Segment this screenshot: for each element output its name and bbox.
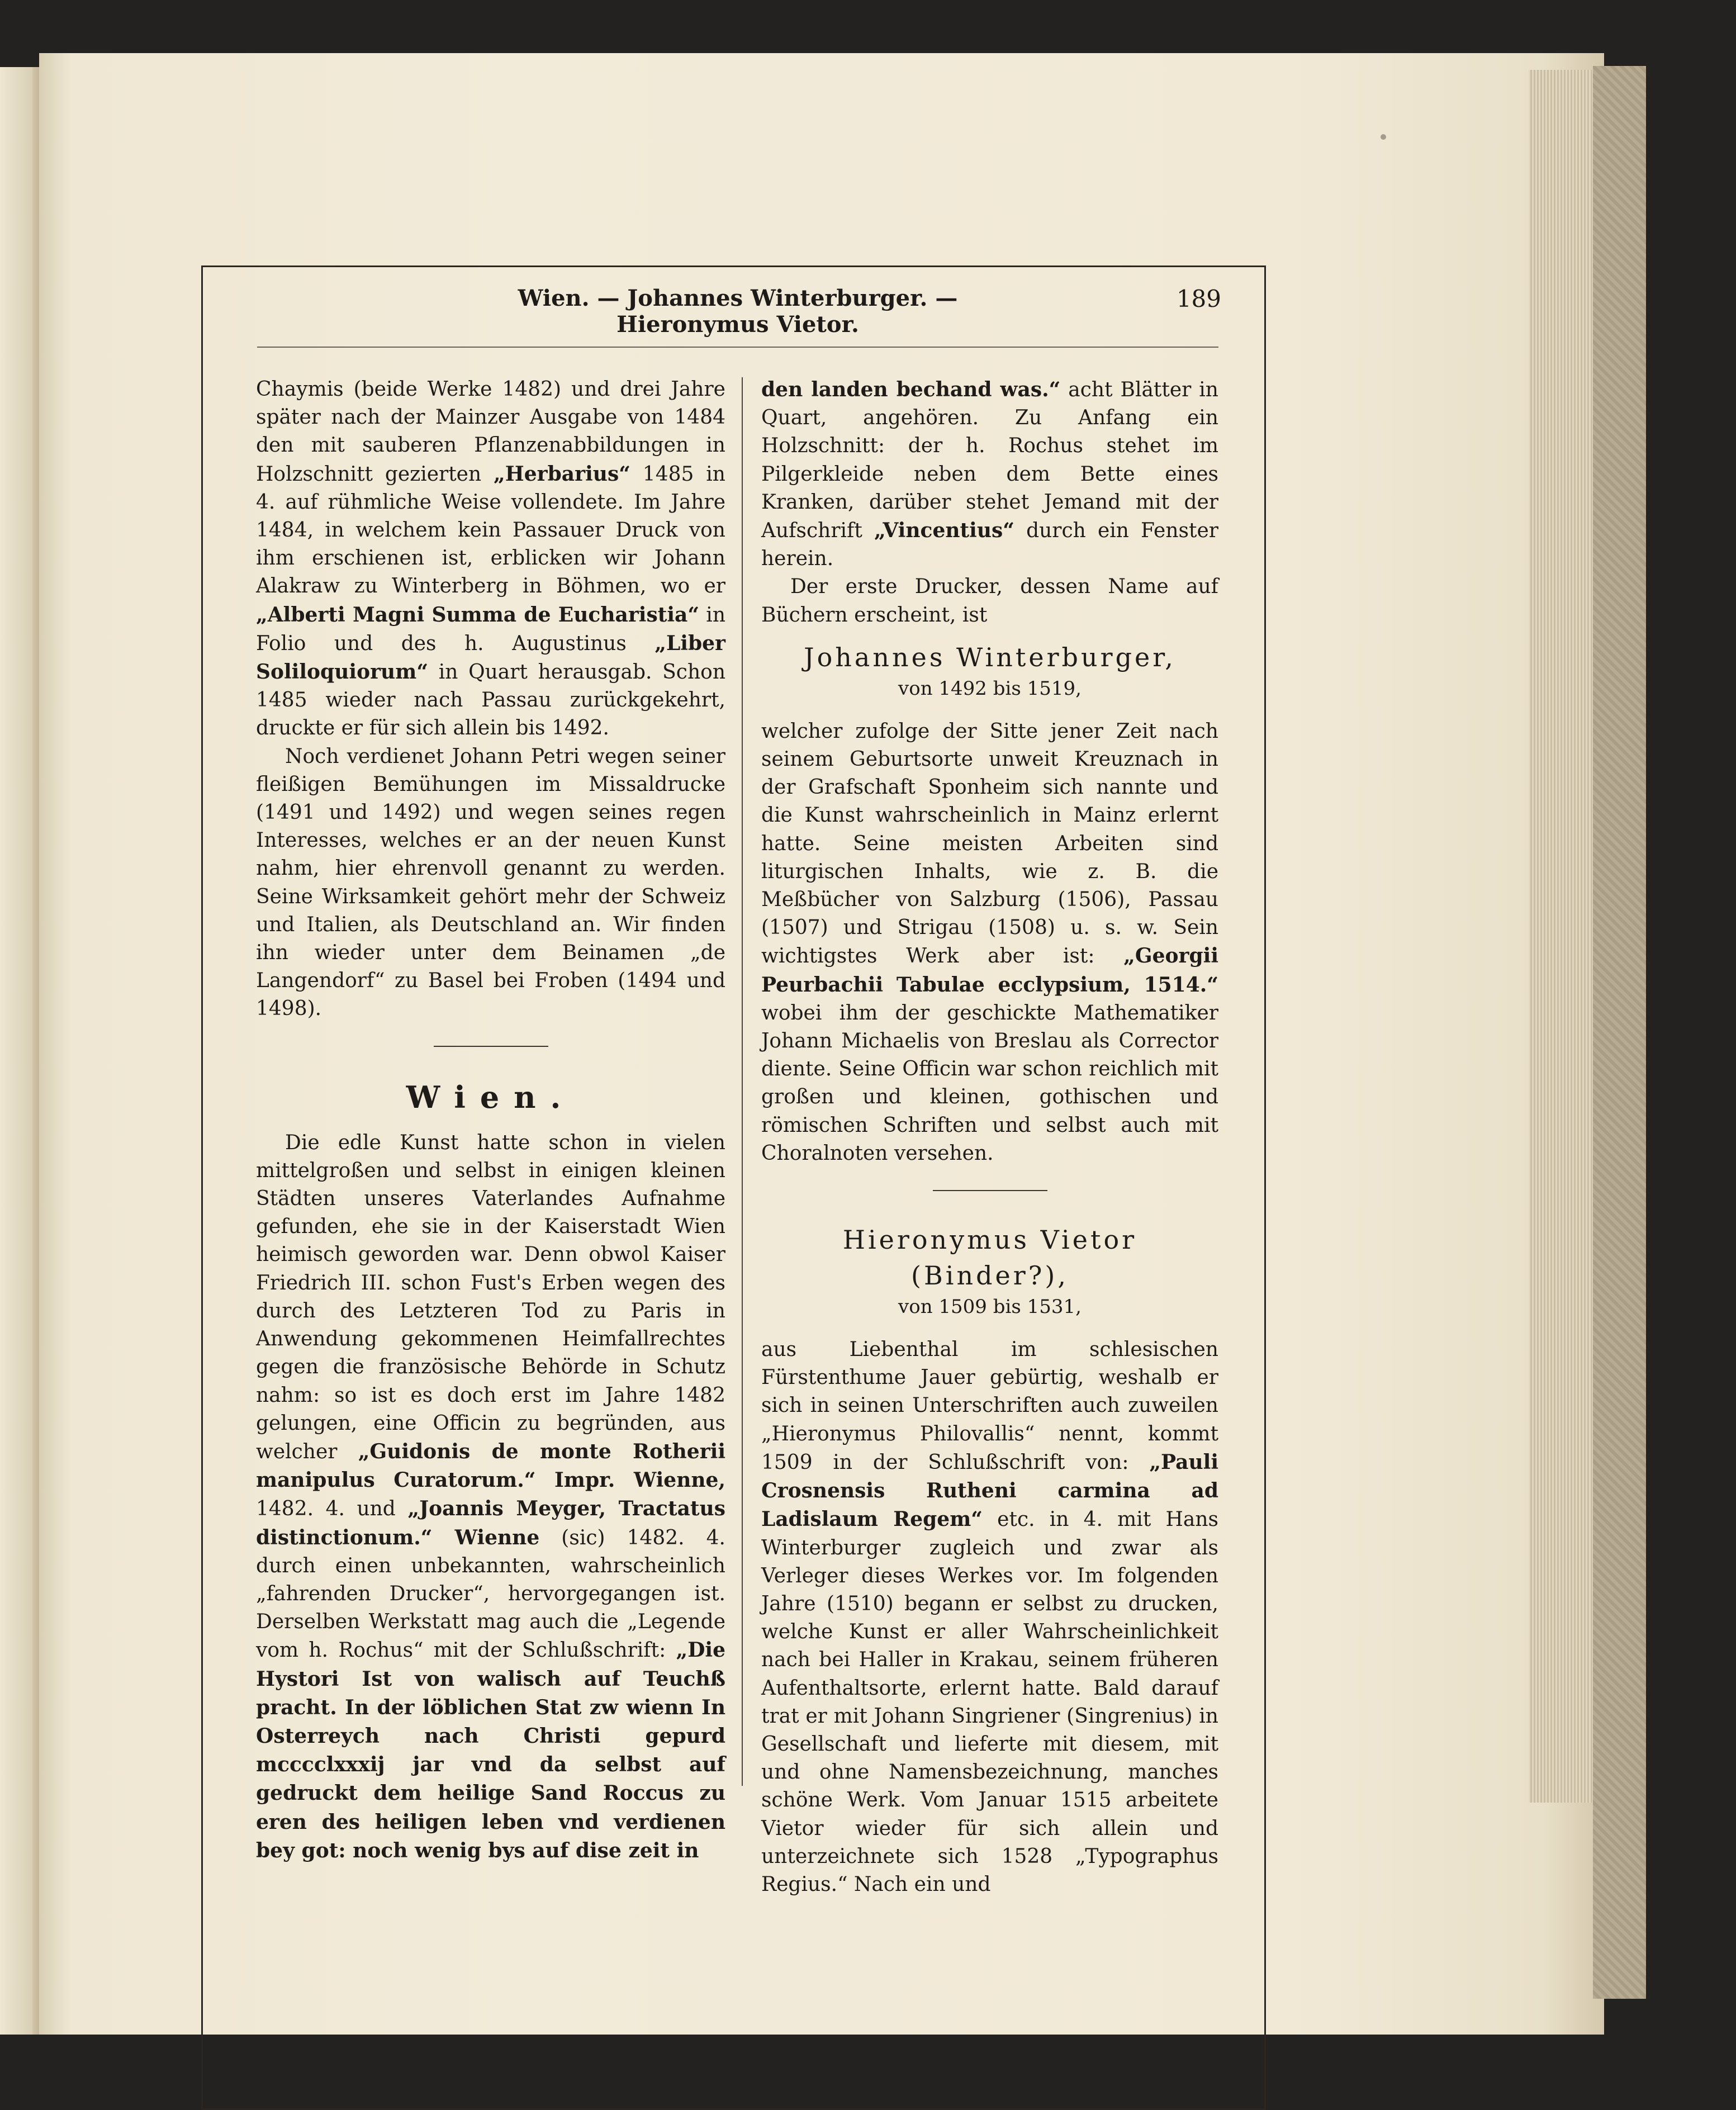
text-run: 1485 in 4. auf rühmliche Weise vollendete. Im Jahre 1484, in welchem kein Passauer Druck von ihm erschienen ist, erblicken wir Johann Alakraw zu Winterberg in Böhmen, wo er	[256, 462, 725, 598]
paragraph-vietor	[761, 1336, 1218, 1899]
paragraph-continuation	[256, 376, 725, 743]
left-column	[256, 376, 725, 1865]
section-separator	[933, 1190, 1047, 1191]
paragraph-first-printer: Der erste Drucker, dessen Name auf Büchern erscheint, ist	[761, 575, 1218, 627]
page-number: 189	[1176, 285, 1221, 312]
bold-title: „Alberti Magni Summa de Eucharistia“	[256, 603, 700, 627]
text-run: Die edle Kunst hatte schon in vielen mittelgroßen und selbst in einigen kleinen Städten unseres Vaterlandes Aufnahme gefunden, ehe sie in der Kaiserstadt Wien heimisch geworden war. Denn obwol Kaiser Friedrich III. schon Fust's Erben wegen des durch des Letzteren Tod zu Paris in Anwendung gekommenen Heimfallrechtes gegen die französische Behörde in Schutz nahm: so ist es doch erst im Jahre 1482 gelungen, eine Officin zu begründen, aus welcher	[256, 1131, 725, 1463]
text-run: welcher zufolge der Sitte jener Zeit nach seinem Geburtsorte unweit Kreuznach in der Grafschaft Sponheim sich nannte und die Kunst wahrscheinlich in Mainz erlernt hatte. Seine meisten Arbeiten sind liturgischen Inhalts, wie z. B. die Meßbücher von Salzburg (1506), Passau (1507) und Strigau (1508) u. s. w. Sein wichtigstes Werk aber ist:	[761, 719, 1218, 968]
bold-title: „Georgii Peurbachii Tabulae ecclypsium, 1514.“	[761, 944, 1218, 997]
bold-title: „Pauli Crosnensis Rutheni carmina ad Ladislaum Regem“	[761, 1450, 1218, 1531]
paragraph-continuation	[761, 376, 1218, 573]
bold-title: „Liber Soliloquiorum“	[256, 631, 725, 684]
heading-winterburger: Johannes Winterburger,	[804, 642, 1176, 672]
text-run: in Folio und des h. Augustinus	[256, 603, 725, 655]
paragraph-winterburger	[761, 718, 1218, 1168]
heading-vietor-dates: von 1509 bis 1531,	[898, 1296, 1082, 1319]
facing-page-edge	[0, 67, 45, 2035]
right-column	[761, 376, 1218, 1899]
section-heading-wien: Wien.	[406, 1079, 576, 1115]
book-cover-cloth	[1593, 66, 1646, 1999]
bold-title: „Herbarius“	[494, 462, 630, 486]
bold-title: „Guidonis de monte Rotherii manipulus Curatorum.“ Impr. Wienne,	[256, 1439, 726, 1492]
text-run: wobei ihm der geschickte Mathematiker Johann Michaelis von Breslau als Corrector diente. Seine Officin war schon reichlich mit großen und kleinen, gothischen und römischen Schriften und selbst auch mit Choralnoten versehen.	[761, 1001, 1218, 1165]
paper-spot	[1381, 134, 1386, 140]
bold-title: „Joannis Meyger, Tractatus distinctionum.“ Wienne	[256, 1497, 725, 1549]
text-run: (sic) 1482. 4. durch einen unbekannten, wahrscheinlich „fahrenden Drucker“, hervorgegangen ist. Derselben Werkstatt mag auch die „Legende vom h. Rochus“ mit der Schlußschrift:	[256, 1526, 726, 1662]
column-divider	[742, 377, 743, 1786]
section-separator	[434, 1046, 548, 1047]
bold-quote: „Die Hystori Ist von walisch auf Teuchß pracht. In der löblichen Stat zw wienn In Osterreych nach Christi gepurd mcccclxxxij jar vnd da selbst auf gedruckt dem heilige Sand Roccus zu eren des heiligen leben vnd verdienen bey got: noch wenig bys auf dise zeit in	[256, 1638, 725, 1862]
text-run: aus Liebenthal im schlesischen Fürstenthume Jauer gebürtig, weshalb er sich in seinen Unterschriften auch zuweilen „Hieronymus Philovallis“ nennt, kommt 1509 in der Schlußschrift von:	[761, 1338, 1218, 1474]
text-run: 1482. 4. und	[256, 1497, 408, 1521]
paragraph-petri: Noch verdienet Johann Petri wegen seiner fleißigen Bemühungen im Missaldrucke (1491 und 1492) und wegen seines regen Interesses, welches er an der neuen Kunst nahm, hier ehrenvoll genannt zu werden. Seine Wirksamkeit gehört mehr der Schweiz und Italien, als Deutschland an. Wir finden ihn wieder unter dem Beinamen „de Langendorf“ zu Basel bei Froben (1494 und 1498).	[256, 745, 725, 1021]
text-run: Chaymis (beide Werke 1482) und drei Jahre später nach der Mainzer Ausgabe von 1484 den mit sauberen Pflanzenabbildungen in Holzschnitt gezierten	[256, 378, 725, 486]
heading-winterburger-dates: von 1492 bis 1519,	[898, 677, 1082, 700]
facing-page-strip	[0, 67, 32, 2035]
running-title: Wien. — Johannes Winterburger. — Hieronymus Vietor.	[518, 285, 958, 338]
header-rule	[257, 347, 1218, 348]
bold-quote: den landen bechand was.“	[761, 378, 1061, 401]
paragraph-wien	[256, 1129, 725, 1865]
text-run: durch ein Fenster herein.	[761, 519, 1219, 571]
page-block-edges	[1529, 70, 1596, 1803]
text-run: acht Blätter in Quart, angehören. Zu Anfang ein Holzschnitt: der h. Rochus stehet im Pilgerkleide neben dem Bette eines Kranken, darüber stehet Jemand mit der Aufschrift	[761, 378, 1218, 543]
text-run: in Quart herausgab. Schon 1485 wieder nach Passau zurückgekehrt, druckte er für sich allein bis 1492.	[256, 661, 725, 740]
bold-title: „Vincentius“	[874, 519, 1014, 543]
page-header	[212, 285, 1258, 338]
heading-vietor: Hieronymus Vietor (Binder?),	[842, 1225, 1137, 1291]
text-run: etc. in 4. mit Hans Winterburger zugleich und zwar als Verleger dieses Werkes vor. Im folgenden Jahre (1510) begann er selbst zu drucken, welche Kunst er aller Wahrscheinlichkeit nach bei Haller in Krakau, seinem früheren Aufenthaltsorte, erlernt hatte. Bald darauf trat er mit Johann Singriener (Singrenius) in Gesellschaft und lieferte mit diesem, mit und ohne Namensbezeichnung, manches schöne Werk. Vom Januar 1515 arbeitete Vietor wieder für sich allein und unterzeichnete sich 1528 „Typographus Regius.“ Nach ein und	[761, 1508, 1218, 1896]
